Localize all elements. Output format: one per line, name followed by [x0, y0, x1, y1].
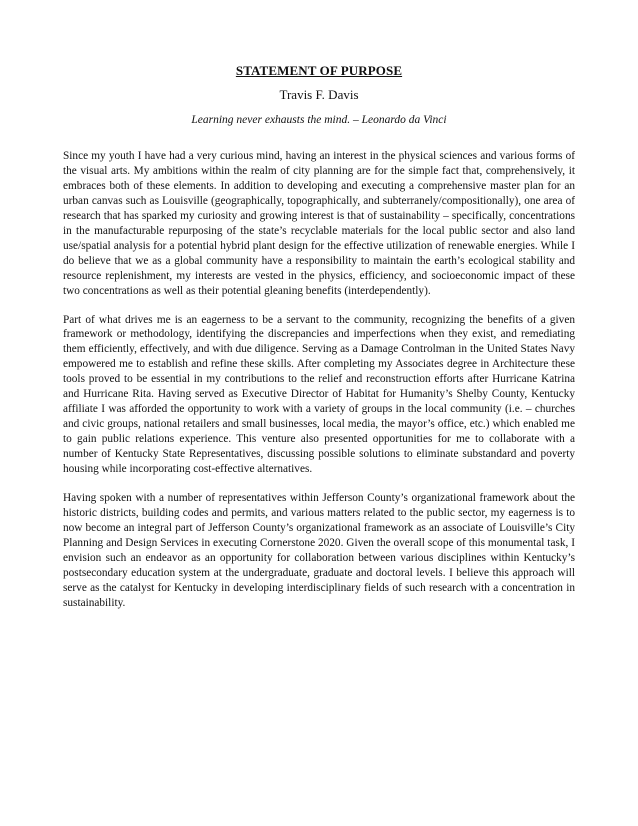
paragraph-2: Part of what drives me is an eagerness to be a servant to the community, recognizing the benefits of a given framework or methodology, identifying the discrepancies and imperfections when they exist, and remediating them efficiently, effectively, and with due diligence. Serving as a Damage Controlman in the United States Navy empowered me to establish and refine these skills. After completing my Associates degree in Architecture these tools proved to be essential in my contributions to the relief and reconstruction efforts after Hurricane Katrina and Hurricane Rita. Having served as Executive Director of Habitat for Humanity’s Shelby County, Kentucky affiliate I was afforded the opportunity to work with a variety of groups in the local community (i.e. – churches and civic groups, national retailers and small businesses, local media, the mayor’s office, etc.) which enabled me to gain public relations experience. This venture also presented opportunities for me to collaborate with a number of Kentucky State Representatives, discussing possible solutions to eliminate substandard and poverty housing while incorporating cost-effective alternatives.	[63, 313, 575, 476]
author-name: Travis F. Davis	[279, 87, 359, 102]
document-title: STATEMENT OF PURPOSE	[235, 63, 403, 78]
paragraph-1: Since my youth I have had a very curious mind, having an interest in the physical sciences and various forms of the visual arts. My ambitions within the realm of city planning are for the simple fact that, comprehensively, it embraces both of these elements. In addition to developing and executing a comprehensive master plan for an urban canvas such as Louisville (geographically, topographically, and subterranely/compositionally), one area of research that has sparked my curiosity and growing interest is that of sustainability – specifically, concentrations in the manufacturable repurposing of the state’s recyclable materials for the local public sector and also land use/spatial analysis for a potential hybrid plant design for the effective utilization of renewable energies. While I do believe that we as a global community have a responsibility to maintain the earth’s ecological stability and resource replenishment, my interests are vested in the physics, efficiency, and socioeconomic impact of these two concentrations as well as their potential gleaning benefits (interdependently).	[63, 150, 575, 297]
epigraph-quote: Learning never exhausts the mind. – Leonardo da Vinci	[191, 114, 447, 126]
paragraph-3: Having spoken with a number of representatives within Jefferson County’s organizational framework about the historic districts, building codes and permits, and various matters related to the public sector, my eagerness is to now become an integral part of Jefferson County’s organizational framework as an associate of Louisville’s City Planning and Design Services in executing Cornerstone 2020. Given the overall scope of this monumental task, I envision such an endeavor as an opportunity for collaboration between various disciplines within Kentucky’s postsecondary education system at the undergraduate, graduate and doctoral levels. I believe this approach will serve as the catalyst for Kentucky in developing interdisciplinary fields of such research with a concentration in sustainability.	[63, 492, 575, 609]
document-page	[63, 63, 575, 625]
